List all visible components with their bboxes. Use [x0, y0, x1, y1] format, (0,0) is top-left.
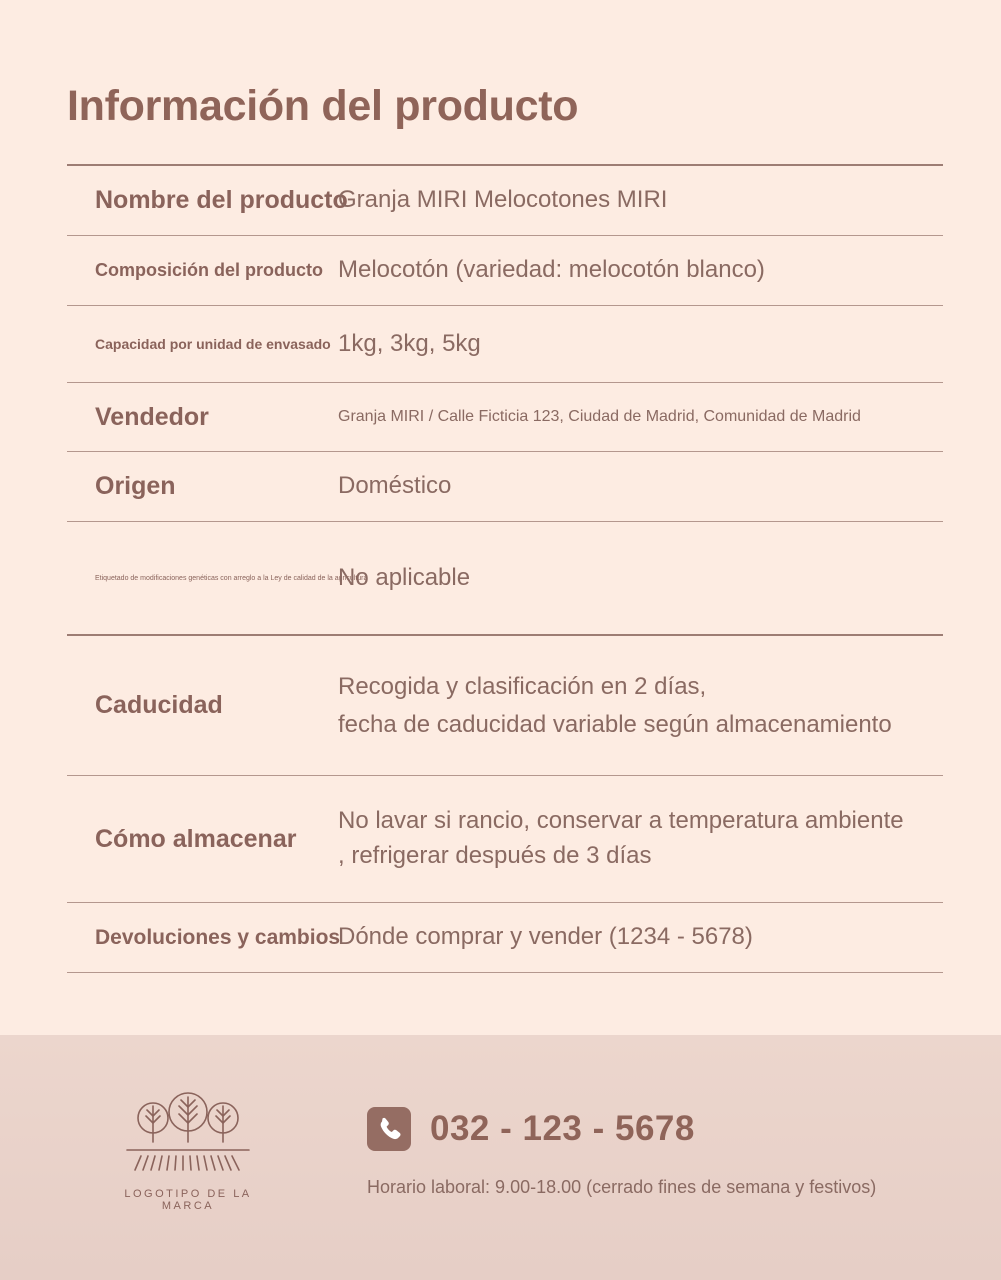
brand-logo — [97, 1090, 279, 1212]
row-value: 1kg, 3kg, 5kg — [338, 329, 481, 357]
row-value-line: , refrigerar después de 3 días — [338, 842, 652, 869]
row-label: Caducidad — [95, 691, 223, 719]
table-row — [67, 236, 943, 306]
business-hours: Horario laboral: 9.00-18.00 (cerrado fines de semana y festivos) — [367, 1177, 877, 1197]
row-label: Devoluciones y cambios — [95, 925, 341, 949]
product-info-table — [67, 164, 943, 973]
row-value: Granja MIRI Melocotones MIRI — [338, 186, 668, 214]
row-label: Nombre del producto — [95, 186, 348, 214]
table-row — [67, 306, 943, 383]
table-row — [67, 522, 943, 636]
table-row — [67, 903, 943, 973]
row-value — [338, 668, 943, 742]
row-value: Granja MIRI / Calle Ficticia 123, Ciudad de Madrid, Comunidad de Madrid — [338, 408, 861, 426]
phone-icon — [367, 1107, 411, 1151]
row-label: Cómo almacenar — [95, 824, 297, 853]
row-value: Melocotón (variedad: melocotón blanco) — [338, 256, 765, 284]
table-row — [67, 776, 943, 903]
row-value: No aplicable — [338, 563, 471, 591]
trees-field-icon — [123, 1090, 253, 1174]
table-row — [67, 383, 943, 452]
row-value-line: fecha de caducidad variable según almacenamiento — [338, 710, 892, 738]
row-label: Capacidad por unidad de envasado — [95, 336, 331, 352]
phone-number: 032 - 123 - 5678 — [430, 1109, 695, 1148]
table-row — [67, 166, 943, 236]
brand-logo-text: LOGOTIPO DE LA MARCA — [124, 1188, 252, 1212]
row-label: Origen — [95, 472, 176, 500]
row-value — [338, 804, 943, 874]
row-value: Doméstico — [338, 472, 452, 500]
table-row — [67, 636, 943, 776]
row-value-line: Recogida y clasificación en 2 días, — [338, 673, 707, 701]
table-row — [67, 452, 943, 522]
row-label: Etiquetado de modificaciones genéticas con arreglo a la Ley de calidad de la agricultura — [95, 574, 368, 582]
row-label: Vendedor — [95, 402, 209, 431]
row-label: Composición del producto — [95, 260, 323, 280]
footer — [0, 1035, 1001, 1280]
row-value: Dónde comprar y vender (1234 - 5678) — [338, 923, 753, 951]
page-title: Información del producto — [67, 82, 579, 130]
row-value-line: No lavar si rancio, conservar a temperatura ambiente — [338, 807, 904, 835]
